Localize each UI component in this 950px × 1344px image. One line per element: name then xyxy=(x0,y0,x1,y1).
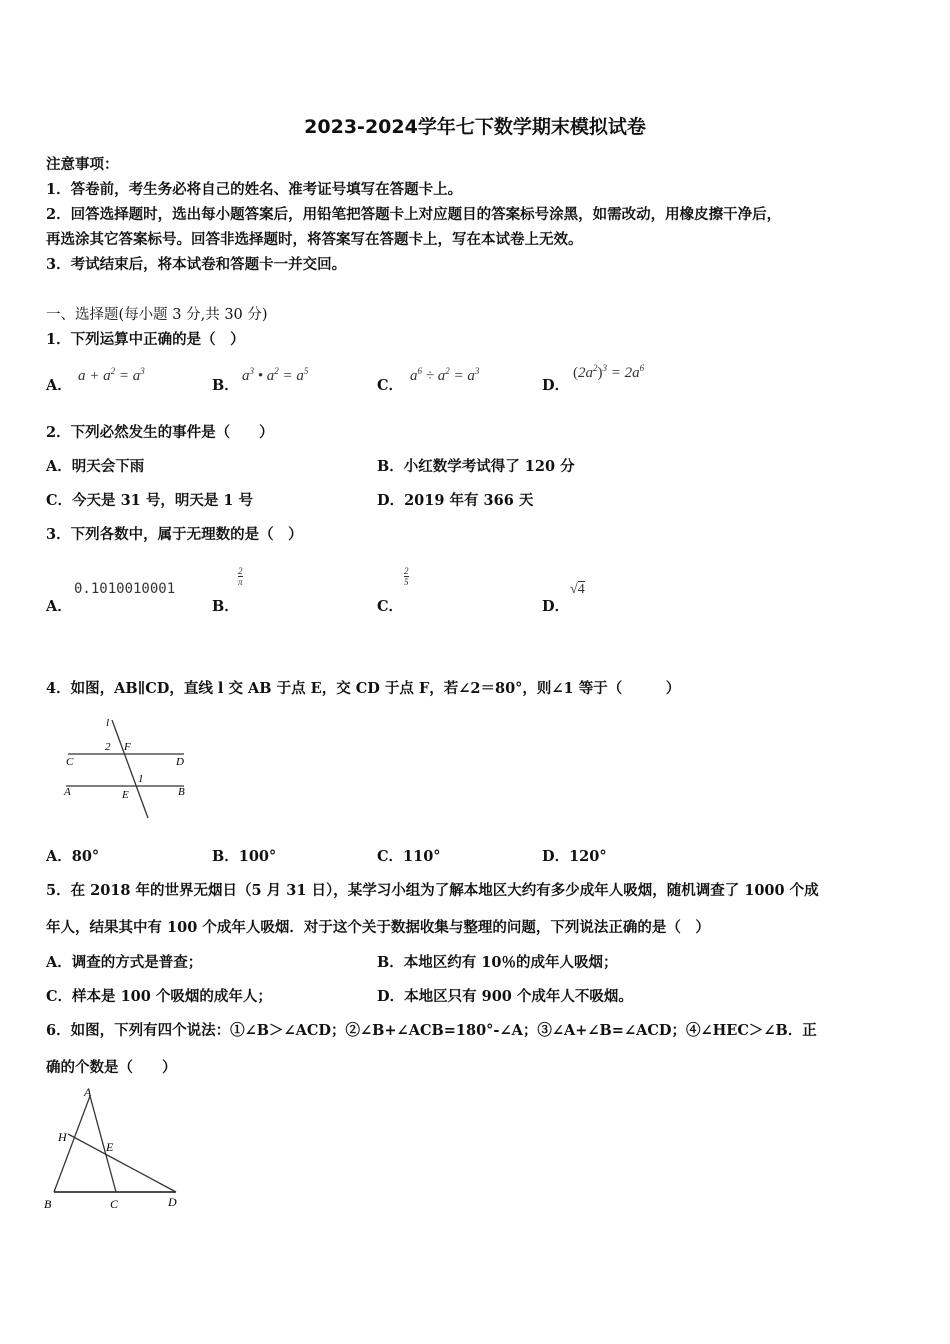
label-a: A xyxy=(64,786,71,798)
q3-option-d-sqrt: √4 xyxy=(570,582,585,597)
q6-stem-line2: 确的个数是（ ） xyxy=(46,1059,177,1076)
label-l: l xyxy=(106,717,110,729)
label-angle-1: 1 xyxy=(138,773,144,785)
q4-option-c: C．110° xyxy=(377,848,441,865)
label-d: D xyxy=(176,756,184,768)
q1-stem: 1．下列运算中正确的是（ ） xyxy=(46,331,245,348)
q3-option-a-value: 0.1010010001 xyxy=(74,581,176,597)
q3-option-d-label: D． xyxy=(542,598,570,615)
q1-option-a-label: A． xyxy=(46,377,72,394)
label-f: F xyxy=(124,741,131,753)
notice-item: 2．回答选择题时，选出每小题答案后，用铅笔把答题卡上对应题目的答案标号涂黑，如需改动，用橡皮擦干净后， xyxy=(46,206,782,223)
q6-stem-line1: 6．如图，下列有四个说法：①∠B＞∠ACD；②∠B+∠ACB=180°-∠A；③∠A+∠B=∠ACD；④∠HEC＞∠B．正 xyxy=(46,1022,817,1039)
label-h: H xyxy=(58,1130,67,1144)
notice-item: 再选涂其它答案标号。回答非选择题时，将答案写在答题卡上，写在本试卷上无效。 xyxy=(46,231,583,248)
notice-item: 1．答卷前，考生务必将自己的姓名、准考证号填写在答题卡上。 xyxy=(46,181,463,198)
q2-option-d: D．2019 年有 366 天 xyxy=(377,492,534,509)
label-a: A xyxy=(84,1085,92,1099)
q6-figure xyxy=(40,1084,190,1214)
label-e: E xyxy=(122,789,129,801)
q3-stem: 3．下列各数中，属于无理数的是（ ） xyxy=(46,526,303,543)
q5-stem-line2: 年人，结果其中有 100 个成年人吸烟．对于这个关于数据收集与整理的问题，下列说法正确的是（ ） xyxy=(46,919,710,936)
q1-option-d-label: D． xyxy=(542,377,570,394)
q1-option-c-label: C． xyxy=(377,377,404,394)
q5-option-d: D．本地区只有 900 个成年人不吸烟。 xyxy=(377,988,633,1005)
q4-stem: 4．如图，AB∥CD，直线 l 交 AB 于点 E，交 CD 于点 F，若∠2＝80°，则∠1 等于（ ） xyxy=(46,680,681,697)
q1-option-d-formula: $(2a^2)^3 = 2a^6$ xyxy=(573,363,645,381)
q4-option-b: B．100° xyxy=(212,848,277,865)
label-e: E xyxy=(106,1140,114,1154)
line-hd xyxy=(68,1134,176,1192)
q1-option-b-label: B． xyxy=(212,377,239,394)
label-b: B xyxy=(44,1197,52,1211)
q5-option-a: A．调查的方式是普查； xyxy=(46,954,203,971)
label-angle-2: 2 xyxy=(105,741,111,753)
label-b: B xyxy=(178,786,185,798)
q3-option-c-fraction: $\frac{2}{5}$ xyxy=(404,566,409,587)
q1-option-c-formula: $a^6 \div a^2 = a^3$ xyxy=(410,366,480,384)
label-c: C xyxy=(110,1197,119,1211)
q5-stem-line1: 5．在 2018 年的世界无烟日（5 月 31 日），某学习小组为了解本地区大约有多少成年人吸烟，随机调查了 1000 个成 xyxy=(46,882,819,899)
q5-option-b: B．本地区约有 10％的成年人吸烟； xyxy=(377,954,618,971)
q4-option-d: D．120° xyxy=(542,848,607,865)
label-c: C xyxy=(66,756,74,768)
q4-figure xyxy=(60,712,200,824)
q3-option-c-label: C． xyxy=(377,598,404,615)
notice-item: 3．考试结束后，将本试卷和答题卡一并交回。 xyxy=(46,256,347,273)
q2-stem: 2．下列必然发生的事件是（ ） xyxy=(46,424,274,441)
q3-option-b-label: B． xyxy=(212,598,239,615)
q1-option-a-formula: $a + a^2 = a^3$ xyxy=(78,366,145,384)
q1-option-b-formula: $a^3$ • $a^2 = a^5$ xyxy=(242,366,309,384)
page-title: 2023-2024学年七下数学期末模拟试卷 xyxy=(304,116,646,138)
q3-option-a-label: A． xyxy=(46,598,72,615)
notice-heading: 注意事项： xyxy=(46,156,119,173)
q2-option-c: C．今天是 31 号，明天是 1 号 xyxy=(46,492,253,509)
q5-option-c: C．样本是 100 个吸烟的成年人； xyxy=(46,988,272,1005)
q4-option-a: A．80° xyxy=(46,848,100,865)
q2-option-b: B．小红数学考试得了 120 分 xyxy=(377,458,575,475)
q2-option-a: A．明天会下雨 xyxy=(46,458,145,475)
label-d: D xyxy=(168,1195,177,1209)
section-heading: 一、选择题(每小题 3 分,共 30 分) xyxy=(46,307,268,323)
side-ab xyxy=(54,1096,90,1192)
q3-option-b-fraction: $\frac{2}{\pi}$ xyxy=(238,566,243,587)
line-l xyxy=(112,720,148,818)
